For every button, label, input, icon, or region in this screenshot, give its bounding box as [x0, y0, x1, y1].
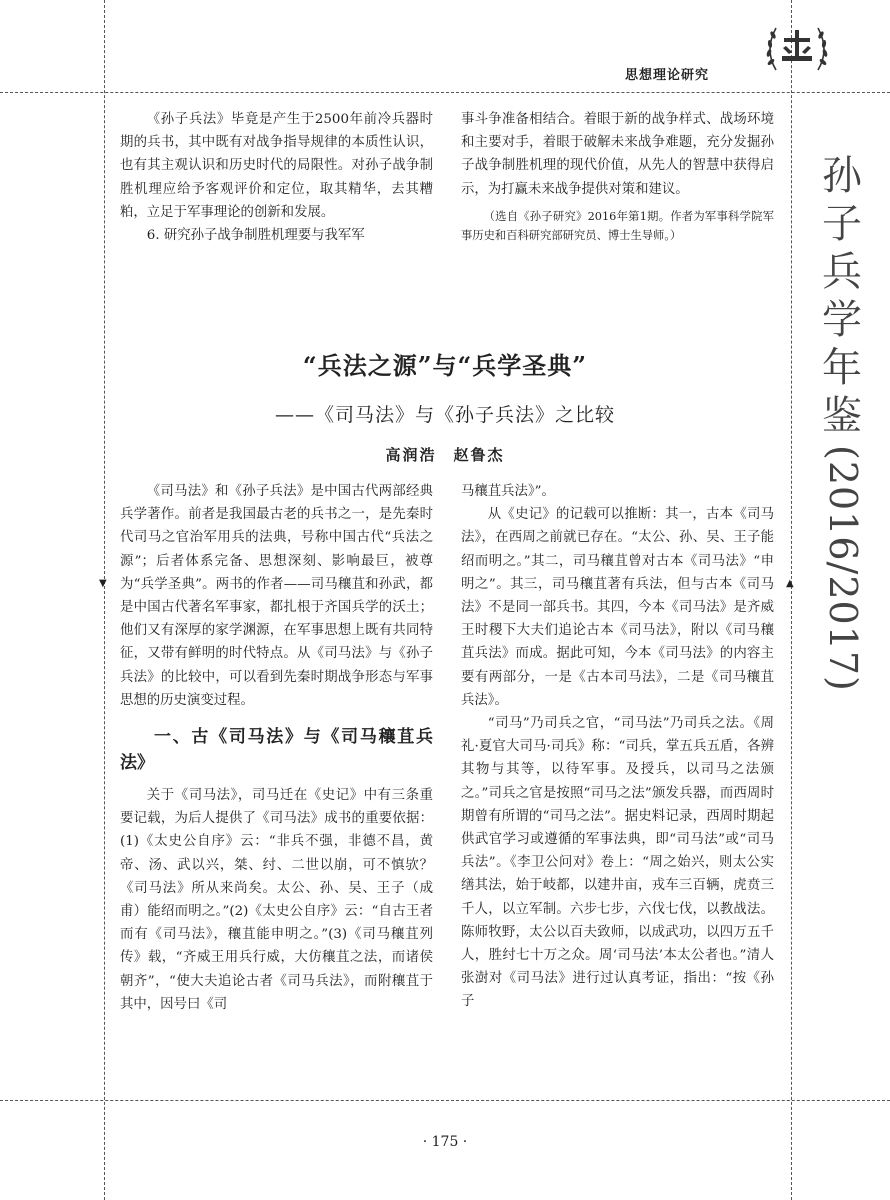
title-char: 孙: [822, 153, 862, 199]
section-heading: 一、古《司马法》与《司马穰苴兵法》: [120, 727, 433, 774]
title-char: 学: [822, 297, 862, 343]
yearbook-year: (2016/2017): [821, 445, 865, 692]
top-left-column: [120, 108, 433, 247]
wreath-logo-icon: [762, 18, 832, 80]
right-guide-line: [791, 0, 792, 1200]
article-subtitle: ——《司马法》与《孙子兵法》之比较: [274, 404, 615, 426]
paragraph: 事斗争准备相结合。着眼于新的战争样式、战场环境和主要对手，着眼于破解未来战争难题，充分发掘孙子战争制胜机理的现代价值，从先人的智慧中获得启示，为打赢未来战争提供对策和建议。: [461, 112, 774, 197]
paragraph: 6. 研究孙子战争制胜机理要与我军军: [146, 228, 365, 244]
top-right-column: [461, 108, 774, 245]
title-char: 子: [822, 201, 862, 247]
paragraph: 《孙子兵法》毕竟是产生于2500年前冷兵器时期的兵书，其中既有对战争指导规律的本质性认识，也有其主观认识和历史时代的局限性。对孙子战争制胜机理应给予客观评价和定位，取其精华，去其糟粕，立足于军事理论的创新和发展。: [120, 112, 433, 220]
left-guide-line: [104, 0, 105, 1200]
paragraph: 从《史记》的记载可以推断：其一，古本《司马法》，在西周之前就已存在。“太公、孙、吴、王子能绍而明之。”其二，司马穰苴曾对古本《司马法》“申明之”。其三，司马穰苴著有兵法，但与古本《司马法》不是同一部兵书。其四，今本《司马法》是齐威王时稷下大夫们追论古本《司马法》，附以《司马穰苴兵法》而成。据此可知，今本《司马法》的内容主要有两部分，一是《古本司马法》，二是《司马穰苴兵法》。: [461, 507, 774, 708]
page-number: · 175 ·: [422, 1134, 468, 1150]
source-note: （选自《孙子研究》2016年第1期。作者为军事科学院军事历史和百科研究部研究员、博士生导师。）: [461, 209, 774, 242]
bottom-guide-line: [0, 1100, 890, 1101]
yearbook-title: [816, 152, 868, 440]
title-char: 鉴: [822, 393, 862, 439]
left-marker-icon: ▼: [99, 578, 107, 589]
title-char: 年: [822, 345, 862, 391]
paragraph: 《司马法》和《孙子兵法》是中国古代两部经典兵学著作。前者是我国最古老的兵书之一，是先秦时代司马之官治军用兵的法典，号称中国古代“兵法之源”；后者体系完备、思想深刻、影响最巨，被尊为“兵学圣典”。两书的作者——司马穰苴和孙武，都是中国古代著名军事家，都扎根于齐国兵学的沃土；他们又有深厚的家学渊源，在军事思想上既有共同特征，又带有鲜明的时代特点。从《司马法》与《孙子兵法》的比较中，可以看到先秦时期战争形态与军事思想的历史演变过程。: [120, 484, 433, 708]
body-left-column: [120, 480, 433, 1016]
title-char: 兵: [822, 249, 862, 295]
paragraph: 关于《司马法》，司马迁在《史记》中有三条重要记载，为后人提供了《司马法》成书的重要依据：(1)《太史公自序》云：“非兵不强，非德不昌，黄帝、汤、武以兴，桀、纣、二世以崩，可不慎欤？《司马法》所从来尚矣。太公、孙、吴、王子（成甫）能绍而明之。”(2)《太史公自序》云：“自古王者而有《司马法》，穰苴能申明之。”(3)《司马穰苴列传》载，“齐威王用兵行威，大仿穰苴之法，而诸侯朝齐”，“使大夫追论古者《司马兵法》，而附穰苴于其中，因号曰《司: [120, 788, 433, 1012]
section-label: 思想理论研究: [625, 68, 710, 83]
body-right-column: [461, 480, 774, 1014]
article-title: “兵法之源”与“兵学圣典”: [302, 351, 588, 380]
paragraph: “司马”乃司兵之官，“司马法”乃司兵之法。《周礼·夏官大司马·司兵》称：“司兵，掌五兵五盾，各辨其物与其等，以待军事。及授兵，以司马之法颁之。”司兵之官是按照“司马之法”颁发兵器，而西周时期曾有所谓的“司马之法”。据史料记录，西周时期起供武官学习或遵循的军事法典，即“司马法”或“司马兵法”。《李卫公问对》卷上：“周之始兴，则太公实缮其法，始于岐都，以建井亩，戎车三百辆，虎贲三千人，以立军制。六步七步，六伐七伐，以教战法。陈师牧野，太公以百夫致师，以成武功，以四万五千人，胜纣七十万之众。周‘司马法’本太公者也。”清人张澍对《司马法》进行过认真考证，指出：“按《孙子: [461, 716, 774, 1010]
right-marker-icon: ▲: [786, 578, 794, 589]
article-authors: 高润浩 赵鲁杰: [385, 446, 505, 464]
top-guide-line: [0, 92, 890, 93]
paragraph: 马穰苴兵法》”。: [461, 484, 555, 499]
